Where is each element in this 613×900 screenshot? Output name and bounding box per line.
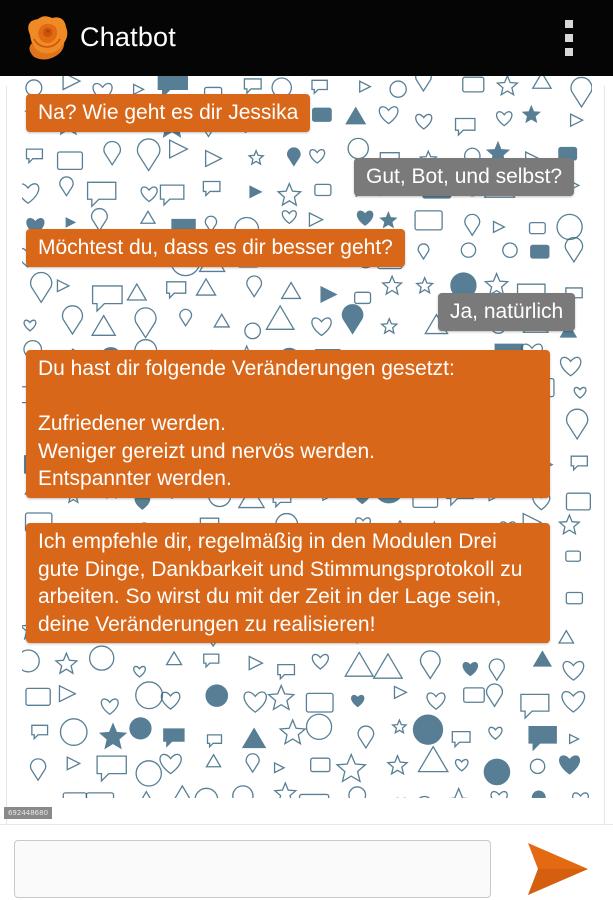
doodle-icon: [355, 292, 371, 303]
doodle-icon: [133, 792, 160, 798]
doodle-icon: [62, 306, 82, 334]
message-input[interactable]: [14, 840, 491, 898]
doodle-icon: [250, 186, 261, 197]
doodle-icon: [357, 211, 372, 225]
doodle-icon: [574, 387, 586, 398]
doodle-icon: [415, 211, 442, 230]
doodle-icon: [300, 794, 329, 798]
doodle-icon: [60, 719, 86, 745]
doodle-icon: [557, 214, 582, 239]
doodle-icon: [278, 665, 295, 679]
doodle-icon: [388, 756, 407, 774]
doodle-icon: [167, 652, 182, 665]
doodle-icon: [275, 763, 285, 773]
doodle-icon: [533, 76, 551, 88]
doodle-icon: [416, 114, 432, 129]
doodle-icon: [534, 652, 551, 666]
doodle-icon: [374, 654, 403, 678]
doodle-icon: [90, 646, 114, 670]
doodle-icon: [22, 184, 39, 203]
doodle-icon: [566, 551, 580, 561]
chat-area[interactable]: [0, 76, 613, 824]
doodle-icon: [206, 685, 227, 706]
doodle-icon: [97, 756, 126, 781]
doodle-icon: [484, 759, 509, 784]
doodle-icon: [288, 148, 300, 165]
app-title: Chatbot: [80, 22, 176, 52]
doodle-icon: [416, 796, 432, 798]
doodle-icon: [86, 793, 113, 798]
doodle-icon: [167, 282, 186, 298]
doodle-icon: [463, 663, 477, 676]
doodle-icon: [312, 80, 327, 93]
doodle-icon: [246, 754, 259, 772]
doodle-icon: [244, 79, 261, 93]
doodle-icon: [452, 732, 470, 747]
doodle-icon: [382, 319, 397, 333]
doodle-icon: [170, 786, 195, 798]
doodle-icon: [24, 320, 36, 331]
doodle-icon: [381, 213, 396, 227]
doodle-icon: [352, 696, 364, 707]
doodle-icon: [203, 182, 220, 196]
doodle-icon: [161, 692, 180, 709]
doodle-icon: [383, 276, 402, 294]
doodle-icon: [60, 177, 73, 196]
doodle-icon: [57, 280, 69, 292]
doodle-icon: [529, 727, 556, 750]
doodle-icon: [59, 686, 75, 702]
overflow-menu-icon[interactable]: [560, 20, 578, 56]
doodle-icon: [493, 222, 504, 233]
bot-message: Möchtest du, dass es dir besser geht?: [26, 229, 405, 267]
doodle-icon: [136, 682, 163, 709]
doodle-icon: [306, 693, 333, 712]
doodle-icon: [180, 309, 192, 325]
doodle-icon: [523, 107, 539, 122]
doodle-icon: [310, 150, 325, 163]
user-message: Ja, natürlich: [438, 293, 575, 331]
doodle-icon: [58, 152, 83, 169]
doodle-icon: [521, 694, 549, 718]
doodle-icon: [393, 720, 406, 733]
doodle-icon: [461, 243, 475, 257]
doodle-icon: [565, 238, 582, 262]
doodle-icon: [207, 735, 221, 747]
orange-rose-icon: [22, 13, 72, 63]
doodle-icon: [445, 789, 473, 798]
doodle-icon: [560, 515, 580, 534]
doodle-icon: [160, 185, 183, 205]
doodle-icon: [266, 306, 294, 329]
doodle-icon: [379, 107, 398, 124]
doodle-icon: [204, 654, 219, 667]
doodle-icon: [32, 725, 48, 738]
doodle-icon: [417, 278, 433, 293]
doodle-icon: [92, 209, 108, 231]
doodle-icon: [67, 757, 79, 769]
doodle-icon: [141, 211, 155, 223]
doodle-icon: [312, 654, 328, 669]
doodle-icon: [136, 761, 161, 786]
doodle-icon: [160, 754, 181, 773]
doodle-icon: [456, 119, 475, 135]
doodle-icon: [567, 409, 588, 439]
doodle-icon: [346, 108, 365, 124]
doodle-icon: [280, 720, 305, 744]
doodle-icon: [134, 84, 144, 94]
doodle-icon: [358, 726, 373, 748]
doodle-icon: [101, 699, 118, 714]
input-bar: [0, 824, 613, 900]
doodle-icon: [312, 318, 331, 335]
doodle-icon: [427, 693, 445, 709]
doodle-icon: [559, 631, 573, 643]
doodle-icon: [311, 758, 330, 771]
doodle-icon: [245, 323, 261, 339]
doodle-icon: [497, 76, 517, 95]
doodle-icon: [562, 692, 585, 712]
doodle-icon: [345, 652, 373, 676]
doodle-icon: [278, 184, 301, 206]
doodle-icon: [249, 657, 262, 670]
doodle-icon: [135, 308, 156, 338]
doodle-icon: [93, 286, 122, 311]
doodle-icon: [321, 287, 336, 302]
doodle-icon: [92, 316, 115, 336]
doodle-icon: [214, 314, 229, 327]
doodle-icon: [63, 76, 80, 90]
doodle-icon: [141, 187, 157, 201]
doodle-icon: [63, 793, 86, 798]
doodle-icon: [560, 756, 580, 774]
stock-id-label: 692448680: [4, 807, 52, 819]
doodle-icon: [309, 213, 322, 226]
doodle-icon: [416, 76, 431, 91]
doodle-icon: [315, 184, 331, 195]
doodle-icon: [413, 715, 442, 744]
doodle-icon: [104, 142, 120, 165]
doodle-icon: [137, 139, 159, 171]
doodle-icon: [570, 735, 579, 744]
doodle-icon: [170, 140, 188, 158]
bot-message: Na? Wie geht es dir Jessika: [26, 94, 310, 132]
doodle-icon: [487, 684, 503, 706]
doodle-icon: [571, 77, 592, 106]
doodle-icon: [571, 114, 583, 126]
doodle-icon: [455, 760, 467, 771]
doodle-icon: [130, 718, 151, 739]
doodle-icon: [31, 759, 46, 780]
doodle-icon: [282, 282, 301, 298]
user-message: Gut, Bot, und selbst?: [354, 158, 574, 196]
doodle-icon: [566, 592, 582, 603]
doodle-icon: [465, 214, 480, 235]
doodle-icon: [247, 276, 262, 297]
doodle-icon: [244, 692, 266, 712]
doodle-icon: [489, 727, 502, 739]
doodle-icon: [101, 724, 126, 748]
doodle-icon: [337, 755, 365, 782]
doodle-icon: [503, 243, 517, 257]
bot-message: Ich empfehle dir, regelmäßig in den Modulen Drei gute Dinge, Dankbarkeit und Stimmungsprotokoll zu arbeiten. So wirst du mit der Zeit in der Lage sein, deine Veränderungen zu realisieren!: [26, 523, 550, 643]
doodle-icon: [530, 759, 544, 773]
doodle-icon: [418, 244, 429, 259]
doodle-icon: [313, 108, 331, 121]
doodle-icon: [134, 666, 146, 677]
doodle-icon: [463, 77, 484, 92]
doodle-icon: [532, 791, 545, 798]
doodle-icon: [197, 279, 216, 295]
doodle-icon: [195, 788, 218, 798]
doodle-icon: [561, 357, 581, 375]
doodle-icon: [66, 218, 74, 226]
doodle-icon: [394, 686, 406, 698]
doodle-icon: [418, 747, 447, 772]
doodle-icon: [233, 786, 253, 798]
doodle-icon: [26, 149, 42, 163]
doodle-icon: [390, 81, 406, 97]
doodle-icon: [56, 653, 77, 673]
doodle-icon: [206, 755, 220, 767]
doodle-icon: [420, 651, 440, 679]
doodle-icon: [127, 284, 146, 300]
doodle-icon: [530, 223, 546, 234]
doodle-icon: [31, 273, 52, 303]
doodle-icon: [497, 112, 512, 126]
doodle-icon: [282, 211, 296, 224]
doodle-icon: [249, 151, 263, 164]
doodle-icon: [206, 151, 222, 167]
doodle-icon: [164, 729, 184, 746]
doodle-icon: [88, 182, 116, 206]
doodle-icon: [306, 714, 331, 739]
doodle-icon: [135, 496, 149, 509]
doodle-icon: [464, 688, 485, 702]
doodle-icon: [348, 138, 368, 158]
bot-message: Du hast dir folgende Veränderungen gesetzt: Zufriedener werden. Weniger gereizt und nervös werden. Entspannter werden.: [26, 350, 550, 498]
doodle-icon: [275, 783, 296, 798]
doodle-icon: [573, 793, 589, 798]
doodle-icon: [22, 650, 39, 672]
doodle-icon: [531, 245, 549, 258]
doodle-icon: [243, 729, 265, 748]
app-bar: [0, 0, 613, 76]
doodle-icon: [489, 659, 504, 680]
doodle-icon: [491, 792, 507, 798]
doodle-icon: [571, 456, 587, 470]
doodle-icon: [349, 787, 366, 798]
doodle-icon: [566, 493, 590, 510]
send-arrow-icon: [524, 839, 590, 899]
doodle-icon: [360, 81, 371, 92]
doodle-icon: [485, 274, 507, 295]
doodle-icon: [342, 305, 362, 334]
doodle-icon: [269, 686, 294, 710]
doodle-icon: [26, 688, 50, 705]
doodle-icon: [563, 661, 584, 680]
send-button[interactable]: [524, 839, 590, 899]
